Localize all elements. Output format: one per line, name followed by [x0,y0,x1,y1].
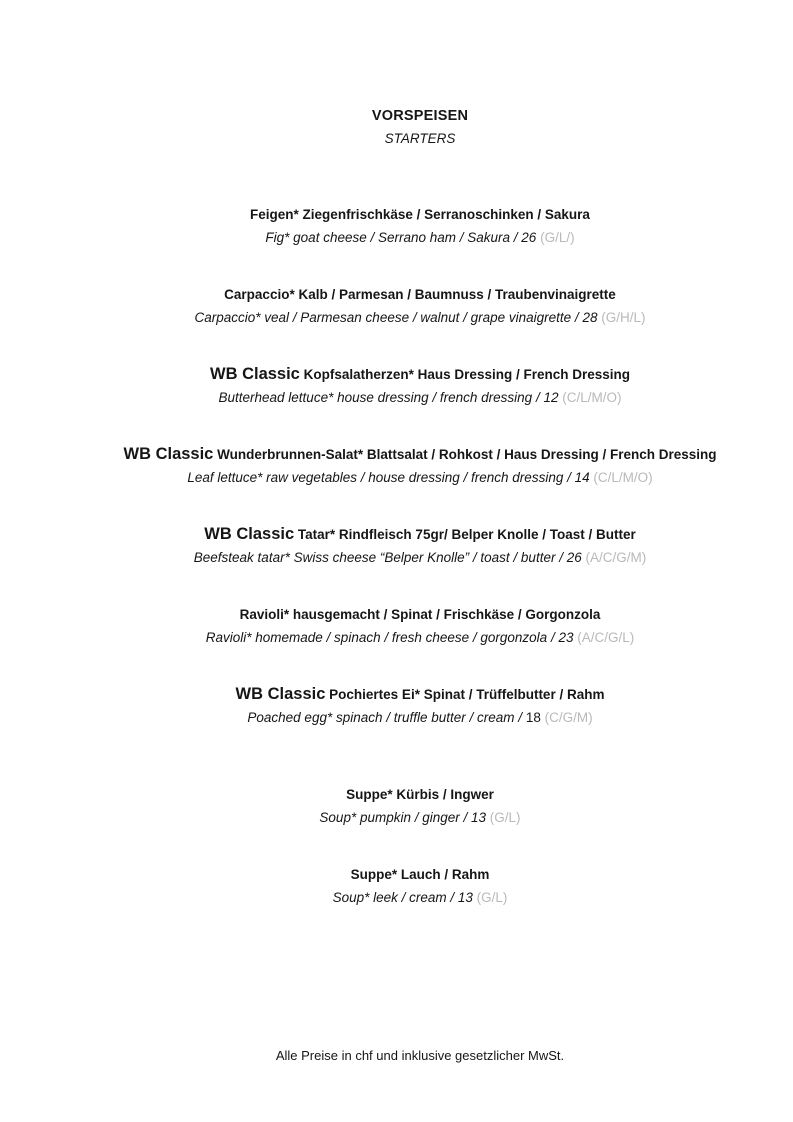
item-title-de: Carpaccio* Kalb / Parmesan / Baumnuss / Traubenvinaigrette [224,287,616,302]
item-title [47,203,793,226]
item-title-de: Tatar* Rindfleisch 75gr/ Belper Knolle / Toast / Butter [297,527,636,542]
menu-item [47,603,793,649]
menu-item [47,783,793,829]
item-title-de: Kopfsalatherzen* Haus Dressing / French Dressing [303,367,630,382]
item-title [47,363,793,386]
item-title-de: Pochiertes Ei* Spinat / Trüffelbutter / Rahm [329,687,605,702]
item-title [47,683,793,706]
item-desc-en: Carpaccio* veal / Parmesan cheese / walnut / grape vinaigrette / 28 [194,310,598,325]
item-desc [47,386,793,409]
item-desc [47,706,793,729]
page-title: VORSPEISEN [371,108,469,124]
menu-item [47,683,793,729]
item-desc-en: Fig* goat cheese / Serrano ham / Sakura / 26 [265,230,537,245]
item-allergen-codes: (C/G/M) [544,710,593,725]
item-desc [47,466,793,489]
item-desc-en: Beefsteak tatar* Swiss cheese “Belper Knolle” / toast / butter / 26 [193,550,582,565]
menu-item [47,363,793,409]
item-brand-label: WB Classic [210,365,300,383]
item-price-plain: 18 [525,710,541,725]
item-title [47,603,793,626]
menu-content [47,104,793,909]
footer-note: Alle Preise in chf und inklusive gesetzlicher MwSt. [275,1048,565,1063]
item-title-de: Suppe* Lauch / Rahm [350,867,490,882]
item-title-de: Suppe* Kürbis / Ingwer [346,787,494,802]
item-allergen-codes: (A/C/G/M) [585,550,647,565]
item-allergen-codes: (A/C/G/L) [577,630,635,645]
item-desc [47,626,793,649]
item-desc-en: Ravioli* homemade / spinach / fresh cheese / gorgonzola / 23 [205,630,574,645]
menu-item [47,443,793,489]
item-allergen-codes: (C/L/M/O) [593,470,653,485]
item-desc-en: Poached egg* spinach / truffle butter / cream / [247,710,523,725]
item-brand-label: WB Classic [123,445,214,463]
item-allergen-codes: (G/L/) [540,230,575,245]
item-title [47,523,793,546]
item-desc [47,806,793,829]
item-title-de: Wunderbrunnen-Salat* Blattsalat / Rohkost / Haus Dressing / French Dressing [217,447,717,462]
item-desc-en: Soup* pumpkin / ginger / 13 [319,810,487,825]
item-desc [47,226,793,249]
item-desc [47,886,793,909]
item-title [47,443,793,466]
item-title [47,783,793,806]
item-brand-label: WB Classic [235,685,326,703]
item-brand-label: WB Classic [204,525,295,543]
page-subtitle: STARTERS [384,131,456,146]
item-title-de: Ravioli* hausgemacht / Spinat / Frischkäse / Gorgonzola [239,607,601,622]
item-allergen-codes: (C/L/M/O) [562,390,622,405]
menu-item [47,863,793,909]
item-desc-en: Leaf lettuce* raw vegetables / house dressing / french dressing / 14 [187,470,590,485]
item-desc [47,306,793,329]
menu-item [47,283,793,329]
item-allergen-codes: (G/L) [489,810,521,825]
item-allergen-codes: (G/H/L) [601,310,646,325]
item-title [47,863,793,886]
item-title [47,283,793,306]
menu-header [47,104,793,150]
menu-list [47,203,793,909]
item-desc-en: Soup* leek / cream / 13 [332,890,473,905]
item-desc-en: Butterhead lettuce* house dressing / french dressing / 12 [218,390,559,405]
menu-item [47,203,793,249]
item-allergen-codes: (G/L) [476,890,508,905]
menu-item [47,523,793,569]
item-desc [47,546,793,569]
item-title-de: Feigen* Ziegenfrischkäse / Serranoschinken / Sakura [250,207,590,222]
